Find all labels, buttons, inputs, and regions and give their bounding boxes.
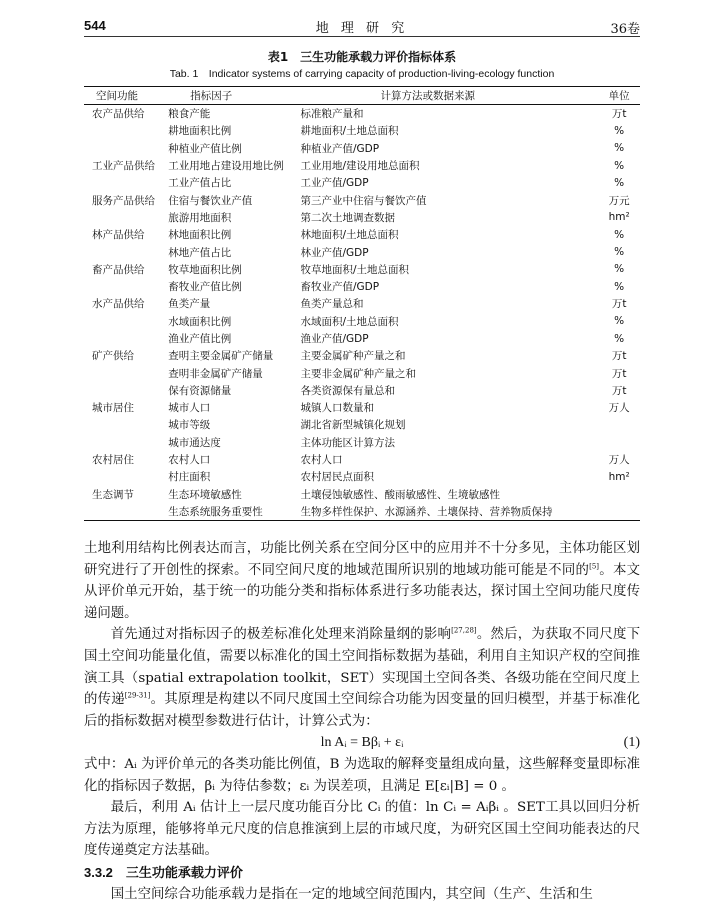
table-row [84,468,640,485]
equation-formula: ln Aᵢ = Bβᵢ + εᵢ [321,735,404,750]
table-cell: 城镇人口数量和 [301,399,599,416]
table-cell: 水产品供给 [84,295,168,312]
table-cell: 城市通达度 [168,434,300,451]
table-header-row [84,87,640,105]
table-cell: 生态系统服务重要性 [168,503,300,521]
table-cell: % [598,157,640,174]
table-cell [84,434,168,451]
table-cell: 林地面积/土地总面积 [301,226,599,243]
table-cell: hm² [598,209,640,226]
table-cell: 万人 [598,399,640,416]
table-cell: 畜牧业产值比例 [168,278,300,295]
table-cell: 湖北省新型城镇化规划 [301,416,599,433]
table-cell: 林地面积比例 [168,226,300,243]
table-cell: 主体功能区计算方法 [301,434,599,451]
table-cell: % [598,140,640,157]
table-row [84,226,640,243]
table-row [84,451,640,468]
table-cell: 住宿与餐饮业产值 [168,191,300,208]
table-cell: % [598,226,640,243]
table-cell: 第二次土地调查数据 [301,209,599,226]
table-cell: 水域面积比例 [168,313,300,330]
table-cell: 耕地面积/土地总面积 [301,122,599,139]
table-cell [84,330,168,347]
table-cell: 生态环境敏感性 [168,486,300,503]
table-row [84,174,640,191]
table-cell: 万t [598,105,640,123]
table-cell: 主要非金属矿种产量之和 [301,364,599,381]
table-cell: 种植业产值比例 [168,140,300,157]
table-row [84,399,640,416]
table-cell: 保有资源储量 [168,382,300,399]
table-cell [84,278,168,295]
table-cell: 旅游用地面积 [168,209,300,226]
equation-1 [84,732,640,754]
table-cell [84,243,168,260]
table-row [84,105,640,123]
table-cell [84,174,168,191]
table-caption-en: Tab. 1 Indicator systems of carrying capacity of production-living-ecology function [84,66,640,81]
header-cell: 单位 [598,87,640,105]
table-cell [598,503,640,521]
table-cell: 第三产业中住宿与餐饮产值 [301,191,599,208]
header-cell: 空间功能 [84,87,168,105]
table-cell: 村庄面积 [168,468,300,485]
table-cell: 城市居住 [84,399,168,416]
table-row [84,261,640,278]
table-cell: 查明主要金属矿产储量 [168,347,300,364]
table-cell: 标准粮产量和 [301,105,599,123]
table-cell: 渔业产值/GDP [301,330,599,347]
table-cell: hm² [598,468,640,485]
table-cell: % [598,261,640,278]
table-cell: 林地产值占比 [168,243,300,260]
table-caption-zh: 表1 三生功能承载力评价指标体系 [84,48,640,65]
table-row [84,278,640,295]
table-cell: 畜牧业产值/GDP [301,278,599,295]
table-cell: 粮食产能 [168,105,300,123]
table-cell: 矿产供给 [84,347,168,364]
table-cell: 生态调节 [84,486,168,503]
paragraph: 首先通过对指标因子的极差标准化处理来消除量纲的影响[27,28]。然后，为获取不同尺度下国土空间功能量化值，需要以标准化的国土空间指标数据为基础，利用自主知识产权的空间推演工具（spatial extrapolation toolkit，SET）实现国土空间各类、各级功能在空间尺度上的传递[29-31]。其原理是构建以不同尺度国土空间综合功能为因变量的回归模型，并基于标准化后的指标数据对模型参数进行估计，计算公式为： [84,624,640,732]
table-cell: 万t [598,382,640,399]
table-cell: % [598,122,640,139]
table-cell: 城市等级 [168,416,300,433]
header-cell: 计算方法或数据来源 [301,87,599,105]
table-row [84,416,640,433]
indicator-table [84,86,640,521]
table-cell: 主要金属矿种产量之和 [301,347,599,364]
table-cell: 牧草地面积比例 [168,261,300,278]
table-cell: 耕地面积比例 [168,122,300,139]
paragraph: 国土空间综合功能承载力是指在一定的地域空间范围内，其空间（生产、生活和生 [84,884,640,905]
table-cell: 鱼类产量 [168,295,300,312]
citation: [27,28] [451,627,477,635]
table-cell [84,209,168,226]
citation: [29-31] [125,692,151,700]
table-cell: 城市人口 [168,399,300,416]
table-body [84,105,640,521]
table-cell: 工业用地占建设用地比例 [168,157,300,174]
header-cell: 指标因子 [168,87,300,105]
table-row [84,191,640,208]
table-cell: 农村人口 [168,451,300,468]
table-row [84,243,640,260]
table-cell: 畜产品供给 [84,261,168,278]
table-cell: % [598,313,640,330]
table-cell: % [598,278,640,295]
table-cell [84,416,168,433]
table-cell: 牧草地面积/土地总面积 [301,261,599,278]
table-cell [84,364,168,381]
table-cell: 查明非金属矿产储量 [168,364,300,381]
table-cell: 万元 [598,191,640,208]
table-cell: 土壤侵蚀敏感性、酸雨敏感性、生境敏感性 [301,486,599,503]
table-row [84,140,640,157]
table-cell [84,503,168,521]
table-cell: 万t [598,295,640,312]
table-cell: 农村居民点面积 [301,468,599,485]
volume-label: 36卷 [610,18,640,37]
table-cell: 农产品供给 [84,105,168,123]
table-cell: 农村居住 [84,451,168,468]
table-cell: 万t [598,364,640,381]
table-cell: 工业用地/建设用地总面积 [301,157,599,174]
table-row [84,313,640,330]
table-row [84,347,640,364]
paragraph: 土地利用结构比例表达而言，功能比例关系在空间分区中的应用并不十分多见，主体功能区划研究进行了开创性的探索。不同空间尺度的地域范围所识别的地域功能可能是不同的[5]。本文从评价单元开始，基于统一的功能分类和指标体系进行多功能表达，探讨国土空间功能尺度传递问题。 [84,538,640,624]
table-cell: 服务产品供给 [84,191,168,208]
table-cell [84,382,168,399]
page-number: 544 [84,18,106,33]
table-cell [84,313,168,330]
table-cell: 水域面积/土地总面积 [301,313,599,330]
citation: [5] [589,562,599,570]
table-cell: % [598,243,640,260]
table-cell [84,468,168,485]
table-cell [598,416,640,433]
table-cell: 万t [598,347,640,364]
table-cell: 工业产品供给 [84,157,168,174]
table-cell: 林业产值/GDP [301,243,599,260]
table-cell [84,122,168,139]
table-cell: % [598,174,640,191]
table-cell: 林产品供给 [84,226,168,243]
table-cell: 农村人口 [301,451,599,468]
body-text [84,538,640,905]
section-heading: 3.3.2 三生功能承载力评价 [84,862,640,884]
table-row [84,157,640,174]
table-cell: 万人 [598,451,640,468]
table-cell: 工业产值占比 [168,174,300,191]
table-cell: % [598,330,640,347]
table-cell: 鱼类产量总和 [301,295,599,312]
table-row [84,330,640,347]
table-cell: 生物多样性保护、水源涵养、土壤保持、营养物质保持 [301,503,599,521]
paragraph: 最后，利用 Aᵢ 估计上一层尺度功能百分比 Cᵢ 的值：ln Cᵢ = Aᵢβᵢ 。SET工具以回归分析方法为原理，能够将单元尺度的信息推演到上层的市域尺度，为研究区国土空间功能表达的尺度传递奠定方法基础。 [84,797,640,862]
running-header [84,14,640,37]
table-cell [598,434,640,451]
table-row [84,295,640,312]
table-row [84,434,640,451]
equation-number: (1) [624,732,640,754]
table-row [84,209,640,226]
journal-title: 地 理 研 究 [84,17,640,36]
table-cell [84,140,168,157]
table-cell: 工业产值/GDP [301,174,599,191]
table-cell: 各类资源保有量总和 [301,382,599,399]
table-row [84,364,640,381]
table-cell: 渔业产值比例 [168,330,300,347]
table-row [84,486,640,503]
paragraph: 式中：Aᵢ 为评价单元的各类功能比例值，B 为选取的解释变量组成向量，这些解释变量即标准化的指标因子数据，βᵢ 为待估参数；εᵢ 为误差项，且满足 E[εᵢ|B] = 0 。 [84,754,640,797]
table-row [84,382,640,399]
table-row [84,503,640,521]
table-cell: 种植业产值/GDP [301,140,599,157]
table-cell [598,486,640,503]
table-row [84,122,640,139]
